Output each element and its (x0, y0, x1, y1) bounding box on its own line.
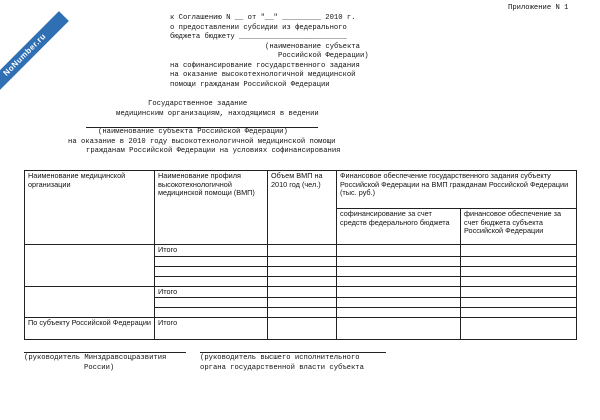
data-cell[interactable] (337, 245, 461, 257)
task-subtitle: медицинским организациям, находящимся в ведении (116, 109, 319, 118)
purpose-line-2: на оказание высокотехнологичной медицинской (170, 71, 356, 79)
header-federal: софинансирование за счет средств федерального бюджета (337, 209, 461, 245)
data-cell[interactable] (268, 266, 337, 276)
header-regional: финансовое обеспечение за счет бюджета субъекта Российской Федерации (461, 209, 577, 245)
agreement-line-1: к Соглашению N __ от "__" _________ 2010 г. (170, 14, 356, 22)
subject-blank-caption: (наименование субъекта Российской Федерации) (98, 128, 288, 136)
data-cell[interactable] (268, 245, 337, 257)
subject-total-label: По субъекту Российской Федерации (25, 318, 155, 340)
signature-right-caption-1: (руководитель высшего исполнительного (200, 354, 360, 362)
data-cell[interactable] (461, 318, 577, 340)
data-cell[interactable] (461, 308, 577, 318)
data-cell[interactable] (268, 318, 337, 340)
org-cell[interactable] (25, 245, 155, 287)
data-cell[interactable] (461, 245, 577, 257)
header-org: Наименование медицинской организации (25, 171, 155, 245)
data-cell[interactable] (268, 286, 337, 298)
data-cell[interactable] (337, 286, 461, 298)
agreement-line-3: бюджета бюджету _________________________ (170, 33, 347, 41)
signature-line-right (200, 352, 386, 353)
profile-cell[interactable] (155, 266, 268, 276)
data-cell[interactable] (461, 266, 577, 276)
agreement-line-2: о предоставлении субсидии из федерального (170, 23, 347, 32)
signature-line-left (24, 352, 186, 353)
data-cell[interactable] (268, 276, 337, 286)
header-profile: Наименование профиля высокотехнологичной медицинской помощи (ВМП) (155, 171, 268, 245)
profile-cell[interactable] (155, 276, 268, 286)
purpose-line-1: на софинансирование государственного задания (170, 61, 360, 70)
data-cell[interactable] (337, 308, 461, 318)
profile-cell[interactable] (155, 256, 268, 266)
signature-left-caption-2: России) (84, 364, 115, 372)
data-cell[interactable] (337, 266, 461, 276)
data-cell[interactable] (461, 286, 577, 298)
subject-caption-2: Российской Федерации) (278, 52, 369, 60)
signature-right-caption-2: органа государственной власти субъекта (200, 364, 364, 372)
data-cell[interactable] (337, 318, 461, 340)
profile-cell[interactable] (155, 308, 268, 318)
total-label: Итого (155, 245, 268, 257)
data-cell[interactable] (461, 256, 577, 266)
org-cell[interactable] (25, 286, 155, 318)
task-title: Государственное задание (148, 100, 248, 108)
total-label: Итого (155, 286, 268, 298)
data-cell[interactable] (268, 256, 337, 266)
data-cell[interactable] (337, 256, 461, 266)
data-cell[interactable] (461, 276, 577, 286)
signature-left-caption-1: (руководитель Минздравсоцразвития (24, 354, 167, 362)
data-cell[interactable] (268, 308, 337, 318)
data-cell[interactable] (337, 276, 461, 286)
task-purpose-line-1: на оказание в 2010 году высокотехнологичной медицинской помощи (68, 137, 336, 146)
purpose-line-3: помощи гражданам Российской Федерации (170, 80, 330, 89)
watermark: NoNumber.ru (0, 11, 69, 99)
appendix-label: Приложение N 1 (508, 4, 569, 12)
subject-caption-1: (наименование субъекта (265, 42, 360, 51)
total-label: Итого (155, 318, 268, 340)
state-task-table (24, 170, 577, 340)
profile-cell[interactable] (155, 298, 268, 308)
data-cell[interactable] (461, 298, 577, 308)
header-finance: Финансовое обеспечение государственного задания субъекту Российской Федерации на ВМП гражданам Российской Федерации (тыс. руб.) (337, 171, 577, 209)
data-cell[interactable] (268, 298, 337, 308)
data-cell[interactable] (337, 298, 461, 308)
header-volume: Объем ВМП на 2010 год (чел.) (268, 171, 337, 245)
task-purpose-line-2: гражданам Российской Федерации на условиях софинансирования (86, 147, 341, 155)
